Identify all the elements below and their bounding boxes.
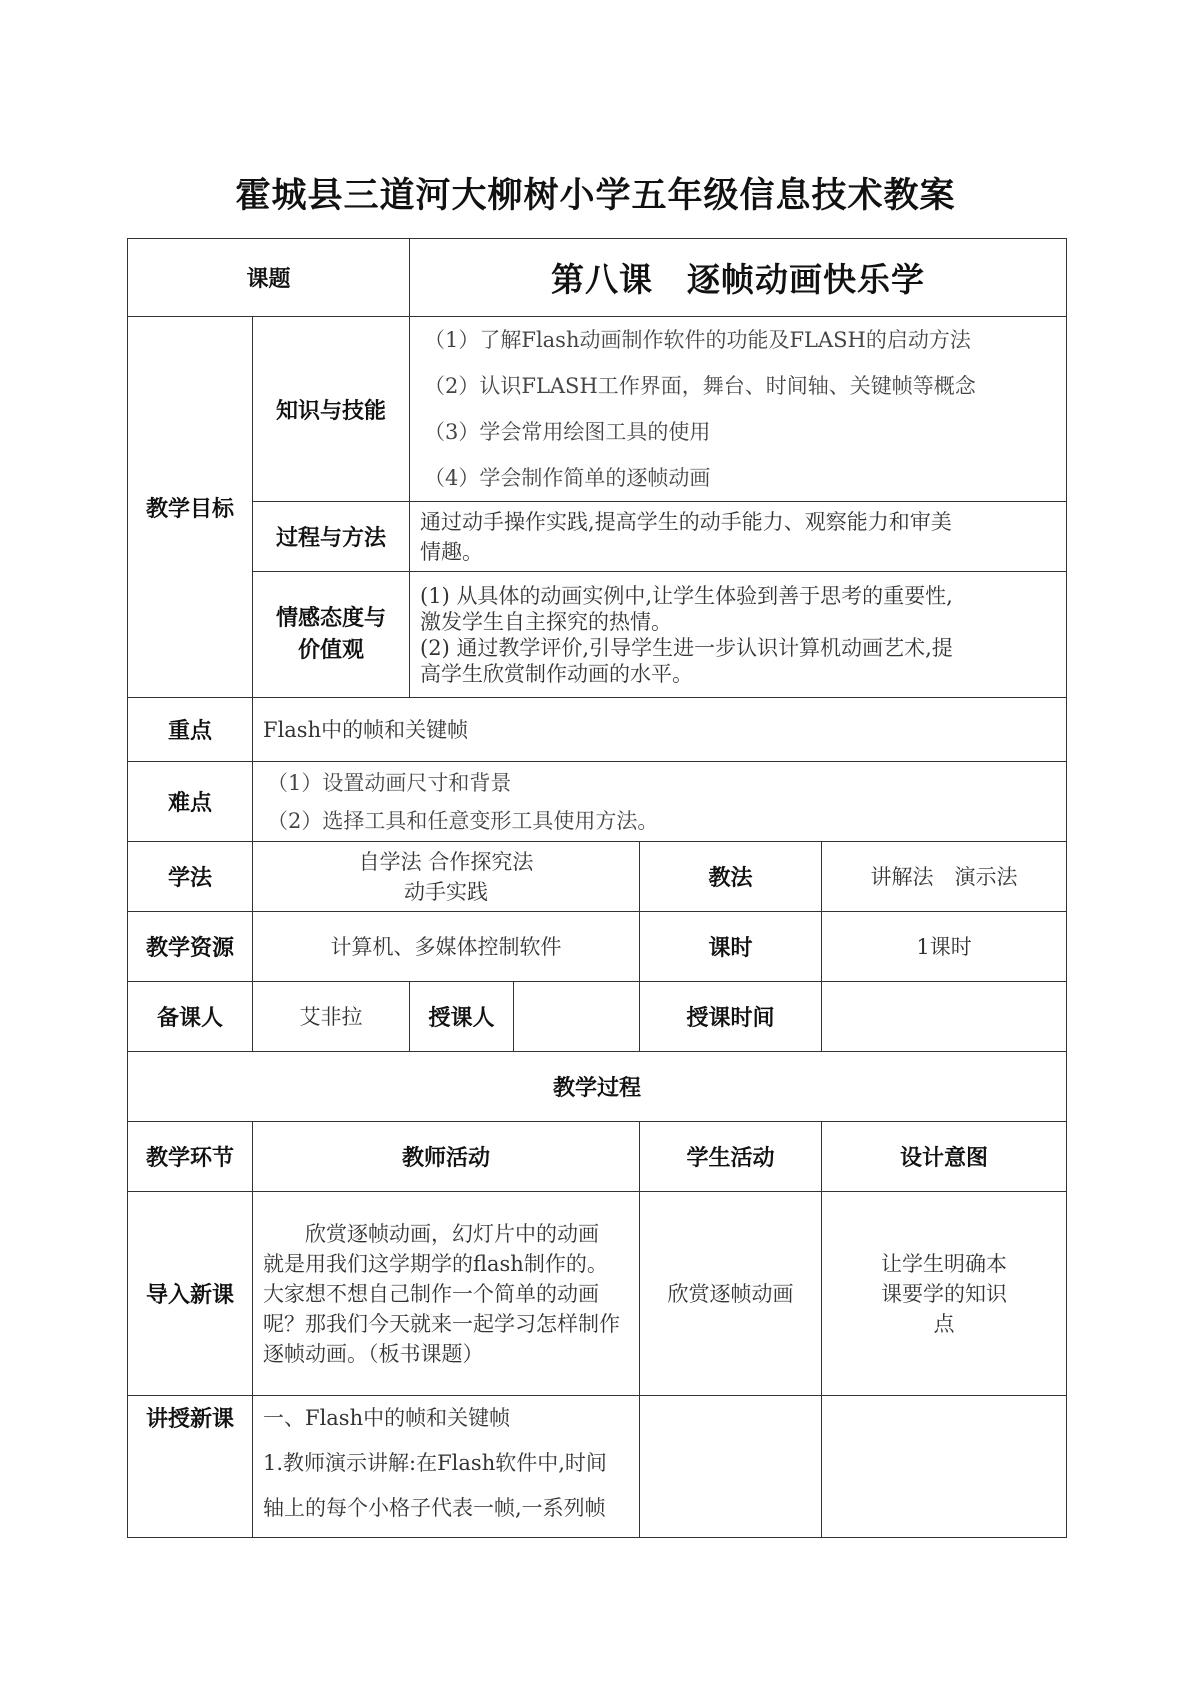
knowledge-item: （3）学会常用绘图工具的使用: [424, 420, 711, 444]
process-line: 情趣。: [420, 539, 484, 564]
intent-line: 课要学的知识: [881, 1281, 1008, 1306]
stage-lecture: 讲授新课: [128, 1396, 253, 1538]
teacher-line: 逐帧动画。（板书课题）: [263, 1341, 484, 1366]
study-method-label: 学法: [128, 842, 253, 912]
knowledge-item: （2）认识FLASH工作界面，舞台、时间轴、关键帧等概念: [424, 374, 976, 398]
knowledge-list: [410, 317, 1067, 502]
teacher-line: 轴上的每个小格子代表一帧,一系列帧: [263, 1496, 606, 1520]
study-method-value: [253, 842, 640, 912]
emotion-text: [410, 572, 1067, 698]
teacher-label: 授课人: [410, 982, 514, 1052]
process-text: [410, 502, 1067, 572]
staff-row: [128, 982, 1067, 1052]
teacher-line: 1.教师演示讲解:在Flash软件中,时间: [263, 1451, 607, 1475]
teacher-line: 呢？那我们今天就来一起学习怎样制作: [263, 1311, 620, 1336]
key-point-label: 重点: [128, 698, 253, 762]
emotion-label-line: 价值观: [298, 637, 365, 663]
study-method-line: 动手实践: [404, 879, 488, 904]
objective-emotion-row: [128, 572, 1067, 698]
lesson-plan-table: [127, 238, 1067, 1538]
process-header: 教学过程: [128, 1052, 1067, 1122]
teacher-value: [514, 982, 640, 1052]
prep-label: 备课人: [128, 982, 253, 1052]
emotion-line: (1) 从具体的动画实例中,让学生体验到善于思考的重要性,: [420, 583, 953, 608]
objective-knowledge-row: [128, 317, 1067, 502]
design-intent-intro: [822, 1192, 1067, 1396]
methods-row: [128, 842, 1067, 912]
knowledge-item: （1）了解Flash动画制作软件的功能及FLASH的启动方法: [424, 328, 971, 352]
col-stage: 教学环节: [128, 1122, 253, 1192]
topic-label: 课题: [128, 239, 410, 317]
teacher-activity-intro: [253, 1192, 640, 1396]
intent-line: 点: [933, 1311, 955, 1336]
emotion-line: (2) 通过教学评价,引导学生进一步认识计算机动画艺术,提: [420, 635, 953, 660]
col-student: 学生活动: [640, 1122, 822, 1192]
student-activity-lecture: [640, 1396, 822, 1538]
design-intent-lecture: [822, 1396, 1067, 1538]
key-point-row: [128, 698, 1067, 762]
objectives-label: 教学目标: [128, 317, 253, 698]
teacher-line: 一、Flash中的帧和关键帧: [263, 1406, 511, 1430]
emotion-line: 激发学生自主探究的热情。: [420, 609, 673, 634]
hours-label: 课时: [640, 912, 822, 982]
hours-value: 1课时: [822, 912, 1067, 982]
difficulty-row: [128, 762, 1067, 842]
objective-process-row: [128, 502, 1067, 572]
resources-row: [128, 912, 1067, 982]
teacher-line: 欣赏逐帧动画，幻灯片中的动画: [305, 1221, 599, 1246]
intent-line: 让学生明确本: [881, 1251, 1008, 1276]
col-intent: 设计意图: [822, 1122, 1067, 1192]
teacher-activity-lecture: [253, 1396, 640, 1538]
topic-row: [128, 239, 1067, 317]
teach-method-value: 讲解法 演示法: [822, 842, 1067, 912]
knowledge-item: （4）学会制作简单的逐帧动画: [424, 466, 711, 490]
process-label: 过程与方法: [253, 502, 410, 572]
teacher-line: 大家想不想自己制作一个简单的动画: [263, 1281, 599, 1306]
col-teacher: 教师活动: [253, 1122, 640, 1192]
resources-value: 计算机、多媒体控制软件: [253, 912, 640, 982]
time-value: [822, 982, 1067, 1052]
knowledge-label: 知识与技能: [253, 317, 410, 502]
document-title: 霍城县三道河大柳树小学五年级信息技术教案: [235, 176, 956, 216]
emotion-line: 高学生欣赏制作动画的水平。: [420, 661, 694, 686]
resources-label: 教学资源: [128, 912, 253, 982]
difficulty-item: （1）设置动画尺寸和背景: [267, 770, 512, 795]
study-method-line: 自学法 合作探究法: [358, 849, 534, 874]
process-row-lecture: [128, 1396, 1067, 1538]
prep-value: 艾非拉: [253, 982, 410, 1052]
emotion-label: [253, 572, 410, 698]
process-line: 通过动手操作实践,提高学生的动手能力、观察能力和审美: [420, 509, 952, 534]
teacher-line: 就是用我们这学期学的flash制作的。: [263, 1251, 608, 1276]
stage-intro: 导入新课: [128, 1192, 253, 1396]
emotion-label-line: 情感态度与: [276, 605, 387, 631]
teach-method-label: 教法: [640, 842, 822, 912]
process-header-row: [128, 1052, 1067, 1122]
process-row-intro: [128, 1192, 1067, 1396]
lesson-title: 第八课 逐帧动画快乐学: [410, 239, 1067, 317]
difficulty-list: [253, 762, 1067, 842]
key-point-value: Flash中的帧和关键帧: [253, 698, 1067, 762]
student-activity-intro: 欣赏逐帧动画: [640, 1192, 822, 1396]
difficulty-label: 难点: [128, 762, 253, 842]
process-columns-row: [128, 1122, 1067, 1192]
time-label: 授课时间: [640, 982, 822, 1052]
difficulty-item: （2）选择工具和任意变形工具使用方法。: [267, 808, 659, 833]
